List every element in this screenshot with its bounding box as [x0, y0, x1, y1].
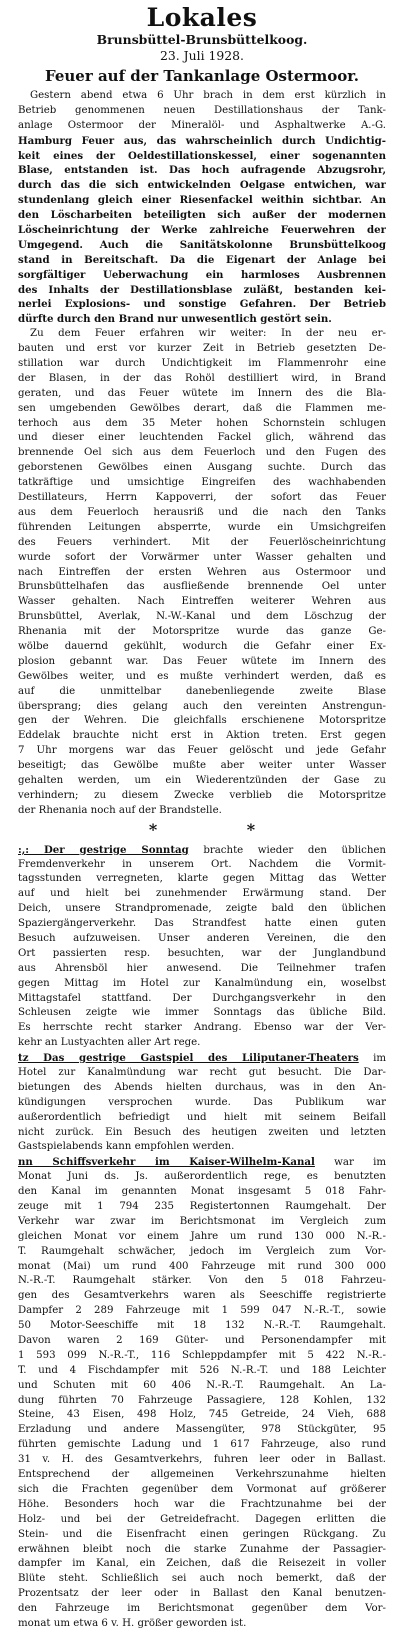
text-line: Umgegend. Auch die Sanitätskolonne Brunsbüttelkoog	[18, 238, 386, 251]
text-line	[18, 1051, 386, 1066]
text-line: aus dem Feuerloch herausriß und die nach den Tanks	[18, 506, 386, 518]
article-headline: Feuer auf der Tankanlage Ostermoor.	[45, 67, 359, 85]
section-separator: * *	[148, 819, 298, 839]
text-line: Dampfer 2 289 Fahrzeuge mit 1 599 047 N.-R.-T., sowie	[18, 1305, 386, 1317]
text-line: kündigungen versprochen wurde. Das Publikum war	[18, 1096, 386, 1108]
text-line: den Fahrzeuge im Berichtsmonat gegenüber dem Vor-	[18, 1603, 386, 1615]
text-line: verhindern; zu diesem Zwecke verblieb die Motorspritze	[18, 789, 386, 801]
text-line: 7 Uhr morgens war das Feuer gelöscht und jede Gefahr	[18, 745, 386, 757]
text-line: Blüte steht. Schließlich sei auch noch bemerkt, daß der	[18, 1573, 386, 1585]
text-line: 1 593 099 N.-R.-T., 116 Schleppdampfer mit 5 422 N.-R.-	[18, 1349, 386, 1361]
text-line: Gestern abend etwa 6 Uhr brach in dem erst kürzlich in	[30, 90, 386, 101]
text-line: monat (Mai) um rund 400 Fahrzeuge mit rund 300 000	[18, 1260, 386, 1272]
article-lead-rest: war im	[314, 1157, 386, 1169]
text-line: Brunsbüttel, Averlak, N.-W.-Kanal und dem Löschzug der	[18, 611, 386, 623]
text-line: den Löscharbeiten beteiligten sich außer der modernen	[18, 209, 386, 222]
text-line: Verkehr war zwar im Berichtsmonat im Vergleich zum	[18, 1215, 386, 1227]
article-fire-paragraph-1	[18, 89, 386, 327]
text-line: Hamburg Feuer aus, das wahrscheinlich durch Undichtig-	[18, 134, 386, 147]
text-line: Mittagstafel stattfand. Der Durchgangsverkehr in den	[18, 992, 386, 1004]
text-line: Brunsbüttelhafen das ausfließende brennende Oel unter	[18, 581, 386, 593]
text-line: gehalten werden, um ein Wiederentzünden der Gase zu	[18, 774, 386, 786]
article-lead: nn Schiffsverkehr im Kaiser-Wilhelm-Kanal	[18, 1156, 315, 1169]
text-line: geborstenen Gewölbes einen Ausgang suchte. Durch das	[18, 462, 386, 474]
text-line: dampfer im Kanal, ein Zeichen, daß die Reisezeit in voller	[18, 1558, 386, 1570]
section-masthead: Lokales	[146, 3, 258, 32]
text-line: den Kanal im genannten Monat insgesamt 5 018 Fahr-	[18, 1186, 386, 1198]
text-line: Spaziergängerverkehr. Das Strandfest hatte einen guten	[18, 918, 386, 930]
text-line: stundenlang gleich einer Riesenfackel weithin sichtbar. An	[18, 194, 386, 207]
text-line: nicht zurück. Ein Besuch des heutigen zweiten und letzten	[18, 1126, 386, 1138]
text-line: Entsprechend der allgemeinen Verkehrszunahme hielten	[18, 1469, 386, 1481]
text-line: Löscheinrichtung der Werke zahlreiche Feuerwehren der	[18, 224, 386, 237]
text-line: nerlei Explosions- und sonstige Gefahren. Der Betrieb	[18, 298, 386, 311]
text-line: monat um etwa 6 v. H. größer geworden ist.	[18, 1617, 247, 1629]
text-line: gegen Mittag im Hotel zur Kanalmündung ein, woselbst	[18, 977, 386, 989]
text-line: und Schuten mit 60 406 N.-R.-T. Raumgehalt. An La-	[18, 1379, 386, 1391]
text-line: brennende Oel sich aus dem Feuerloch und den Fugen des	[18, 447, 386, 459]
text-line: bauten und erst vor kurzer Zeit in Betrieb gesetzten De-	[18, 343, 386, 355]
text-line: Höhe. Besonders hoch war die Frachtzunahme bei der	[18, 1498, 386, 1510]
text-line: Destillateurs, Herrn Kappoverri, der sofort das Feuer	[18, 492, 386, 504]
text-line: tagsstunden verregneten, klarte gegen Mittag das Wetter	[18, 873, 386, 885]
text-line: gen des Gesamtverkehrs waren als Seeschiffe registrierte	[18, 1290, 386, 1302]
text-line: sich die Frachten gegenüber dem Vormonat auf größerer	[18, 1483, 386, 1495]
text-line: führten gemischte Ladung und 1 617 Fahrzeuge, also rund	[18, 1439, 386, 1451]
text-line: zeuge mit 1 794 235 Registertonnen Raumgehalt. Der	[18, 1201, 386, 1213]
text-line: des Inhalts der Destillationsblase zuläßt, bestanden kei-	[18, 283, 386, 296]
text-line: stillation war durch Undichtigkeit im Flammenrohr eine	[18, 358, 386, 370]
text-line: wölbe dauernd gekühlt, wodurch die Gefahr einer Ex-	[18, 640, 386, 652]
date-line: 23. Juli 1928.	[160, 48, 244, 63]
text-line: Steine, 43 Eisen, 498 Holz, 745 Getreide, 24 Vieh, 688	[18, 1409, 386, 1421]
text-line: tatkräftige und umsichtige Eingreifen des wachhabenden	[18, 477, 386, 489]
text-line: Ort passierten resp. besuchten, war der Junglandbund	[18, 947, 386, 959]
text-line: Rhenania mit der Motorspritze wurde das ganze Ge-	[18, 626, 386, 638]
article-sunday	[18, 843, 386, 1051]
text-line: 50 Motor-Seeschiffe mit 18 132 N.-R.-T. Raumgehalt.	[18, 1320, 386, 1332]
text-line: Eddelak brauchte nicht erst in Aktion treten. Erst gegen	[18, 730, 386, 742]
text-line: übersprang; dies gelang auch den vereinten Anstrengun-	[18, 700, 386, 712]
text-line: Betrieb genommenen neuen Destillationshaus der Tank-	[18, 104, 386, 116]
text-line: wurde sofort der Vorwärmer unter Wasser gehalten und	[18, 551, 386, 563]
text-line: geraten, und das Feuer wütete im Innern des die Bla-	[18, 387, 386, 399]
text-line: der Blasen, in der das Rohöl destilliert wird, in Brand	[18, 372, 386, 384]
article-lead: tz Das gestrige Gastspiel des Liliputaner-Theaters	[18, 1052, 359, 1065]
article-liliputaner	[18, 1051, 386, 1155]
article-canal-traffic	[18, 1155, 386, 1632]
text-line: erwähnen bleibt noch die starke Zunahme der Passagier-	[18, 1543, 386, 1555]
article-fire-paragraph-2	[18, 327, 386, 818]
text-line: Hotel zur Kanalmündung war recht gut besucht. Die Dar-	[18, 1067, 386, 1078]
text-line	[18, 1155, 386, 1170]
text-line: Besuch aufzuweisen. Unser anderen Vereinen, die den	[18, 932, 386, 944]
article-lead: :,: Der gestrige Sonntag	[18, 843, 189, 856]
text-line: Gastspielabends kann empfohlen werden.	[18, 1141, 235, 1153]
text-line	[18, 843, 386, 858]
text-line: Deich, unsere Strandpromenade, zeigte bald den üblichen	[18, 903, 386, 915]
text-line: terhoch aus dem 35 Meter hohen Schornstein schlugen	[18, 417, 386, 429]
text-line: führenden Leitungen absperrte, wurde ein Umsichgreifen	[18, 521, 386, 533]
text-line: Monat Juni ds. Js. außerordentlich rege, es benutzten	[18, 1171, 386, 1183]
text-line: stand in Bereitschaft. Da die Eigenart der Anlage bei	[18, 253, 386, 266]
text-line: des Feuers verhindert. Mit der Feuerlöscheinrichtung	[18, 536, 386, 548]
text-line: beseitigt; das Gewölbe mußte aber weiter unter Wasser	[18, 760, 386, 772]
text-line: auf und hielt bei zunehmender Erwärmung stand. Der	[18, 888, 386, 900]
text-line: Davon waren 2 169 Güter- und Personendampfer mit	[18, 1335, 386, 1347]
text-line: durch das die sich entwickelnden Oelgase entwichen, war	[18, 179, 386, 192]
text-line: bietungen des Abends hielten durchaus, was in den An-	[18, 1081, 386, 1093]
text-line: Zu dem Feuer erfahren wir weiter: In der neu er-	[30, 328, 386, 340]
text-line: Wasser gehalten. Nach Eintreffen weiterer Wehren aus	[18, 596, 386, 608]
text-line: 31 v. H. des Gesamtverkehrs, fuhren leer oder in Ballast.	[18, 1454, 386, 1466]
text-line: Holz- und bei der Getreidefracht. Dagegen erlitten die	[18, 1513, 386, 1525]
text-line: Stein- und die Eisenfracht einen geringen Rückgang. Zu	[18, 1528, 386, 1540]
text-line: und dieser einer leuchtenden Fackel glich, während das	[18, 432, 386, 444]
text-line: dung führten 70 Fahrzeuge Passagiere, 128 Kohlen, 132	[18, 1394, 386, 1406]
text-line: anlage Ostermoor der Mineralöl- und Asphaltwerke A.-G.	[18, 119, 386, 131]
article-lead-rest: im	[358, 1053, 386, 1065]
text-line: dürfte durch den Brand nur unwesentlich gestört sein.	[18, 313, 332, 326]
text-line: gen der Wehren. Die gleichfalls erschienene Motorspritze	[18, 715, 386, 727]
text-line: plosion gebannt war. Das Feuer wütete im Innern des	[18, 655, 386, 667]
text-line: sorgfältiger Ueberwachung ein harmloses Ausbrennen	[18, 268, 386, 281]
text-line: T. Raumgehalt schwächer, jedoch im Vergleich zum Vor-	[18, 1245, 386, 1257]
text-line: Es herrschte recht starker Andrang. Ebenso war der Ver-	[18, 1022, 386, 1034]
text-line: gleichen Monat vor einem Jahre um rund 130 000 N.-R.-	[18, 1230, 386, 1242]
text-line: T. und 4 Fischdampfer mit 526 N.-R.-T. und 188 Leichter	[18, 1364, 386, 1376]
text-line: auf die unmittelbar danebenliegende zweite Blase	[18, 685, 386, 697]
text-line: Erzladung und andere Massengüter, 978 Stückgüter, 95	[18, 1424, 386, 1436]
text-line: kehr an Lustyachten aller Art rege.	[18, 1037, 201, 1049]
text-line: Schleusen zeigte wie immer Sonntags das übliche Bild.	[18, 1007, 386, 1019]
text-line: außerordentlich befriedigt und hielt mit seinem Beifall	[18, 1111, 386, 1123]
text-line: Gewölbes weiter, und es mußte verhindert werden, daß es	[18, 670, 386, 682]
text-line: Fremdenverkehr in unserem Ort. Nachdem die Vormit-	[18, 858, 386, 870]
text-line: der Rhenania noch auf der Brandstelle.	[18, 804, 222, 816]
text-line: aus Ahrensböl hier anwesend. Die Teilnehmer trafen	[18, 962, 386, 974]
text-line: sen umgebenden Gewölbes derart, daß die Flammen me-	[18, 402, 386, 414]
text-line: Prozentsatz der leer oder in Ballast den Kanal benutzen-	[18, 1588, 386, 1600]
text-line: keit eines der Oeldestillationskessel, einer sogenannten	[18, 149, 386, 162]
text-line: N.-R.-T. Raumgehalt stärker. Von den 5 018 Fahrzeu-	[18, 1275, 386, 1287]
article-lead-rest: brachte wieder den üblichen	[188, 844, 386, 856]
place-line: Brunsbüttel-Brunsbüttelkoog.	[96, 32, 308, 47]
text-line: Blase, entstanden ist. Das hoch aufragende Abzugsrohr,	[18, 164, 386, 177]
text-line: nach Eintreffen der ersten Wehren aus Ostermoor und	[18, 566, 386, 578]
